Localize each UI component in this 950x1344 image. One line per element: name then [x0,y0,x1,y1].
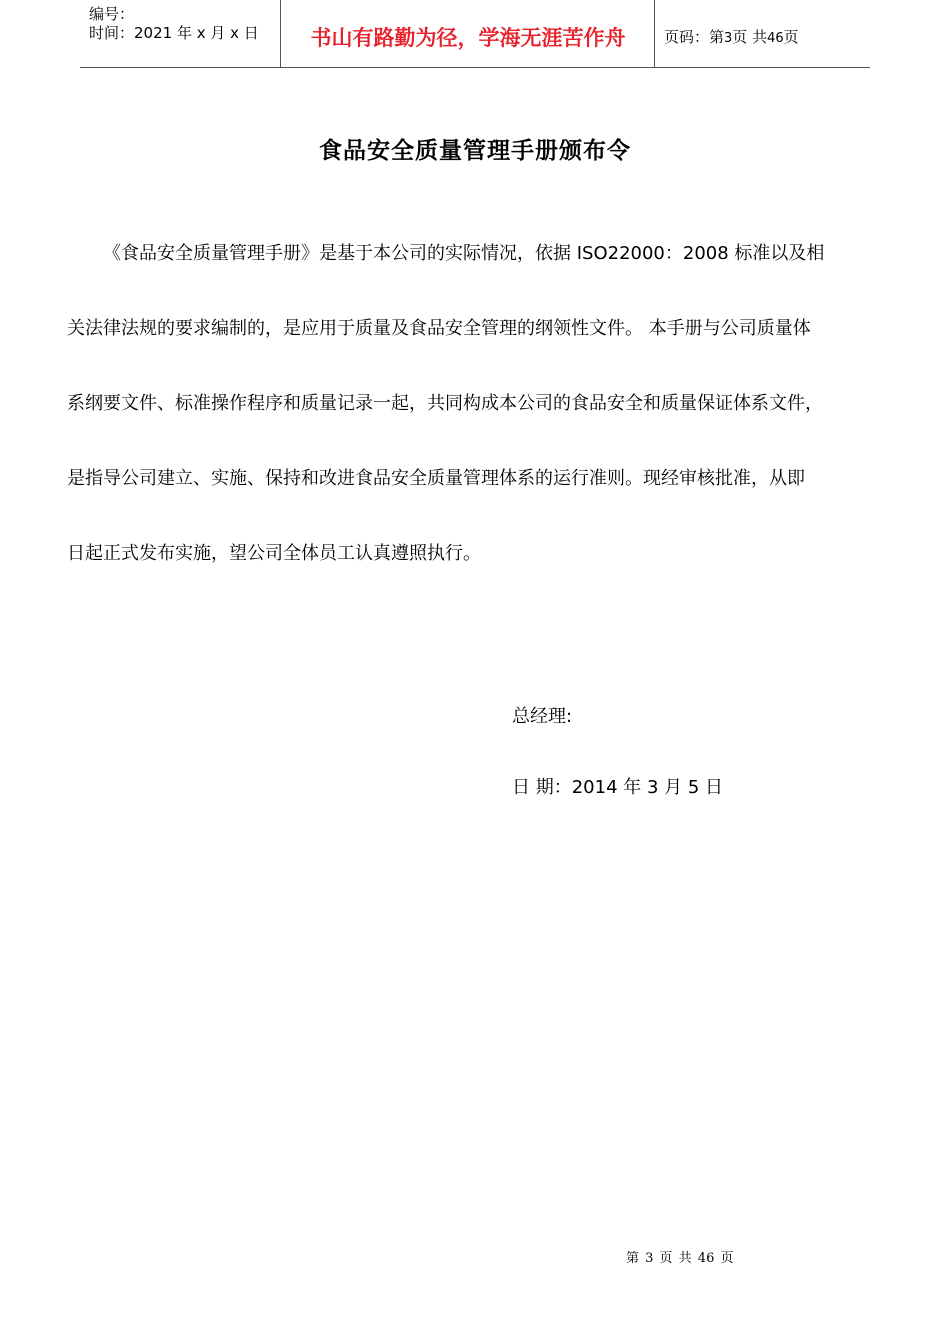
page-number: 3 [724,31,733,46]
document-code-label: 编号： [89,5,135,23]
page-label: 页码：第 [664,28,725,46]
header-page-number [664,26,799,47]
document-time-label: 时间：2021 年 x 月 x 日 [89,24,259,42]
page-end-label: 页 [783,28,799,46]
body-line-3: 系纲要文件、标准操作程序和质量记录一起，共同构成本公司的食品安全和质量保证体系文件， [67,393,823,414]
page-footer: 第 3 页 共 46 页 [626,1251,734,1266]
header-meta-cell [80,0,281,68]
header-page-cell [655,0,870,68]
page-header [80,0,870,68]
header-motto: 书山有路勤为径，学海无涯苦作舟 [310,26,626,50]
body-line-5: 日起正式发布实施，望公司全体员工认真遵照执行。 [67,543,481,564]
total-pages: 46 [767,31,784,46]
general-manager-label: 总经理: [512,706,573,727]
body-line-1: 《食品安全质量管理手册》是基于本公司的实际情况，依据 ISO22000：2008 标准以及相 [103,243,825,264]
issue-date: 日 期：2014 年 3 月 5 日 [512,777,724,798]
document-title: 食品安全质量管理手册颁布令 [319,138,631,164]
body-line-2: 关法律法规的要求编制的，是应用于质量及食品安全管理的纲领性文件。 本手册与公司质量体 [67,318,811,339]
body-line-4: 是指导公司建立、实施、保持和改进食品安全质量管理体系的运行准则。现经审核批准，从即 [67,468,805,489]
header-motto-cell [281,0,655,68]
page-mid-label: 页 共 [732,28,768,46]
